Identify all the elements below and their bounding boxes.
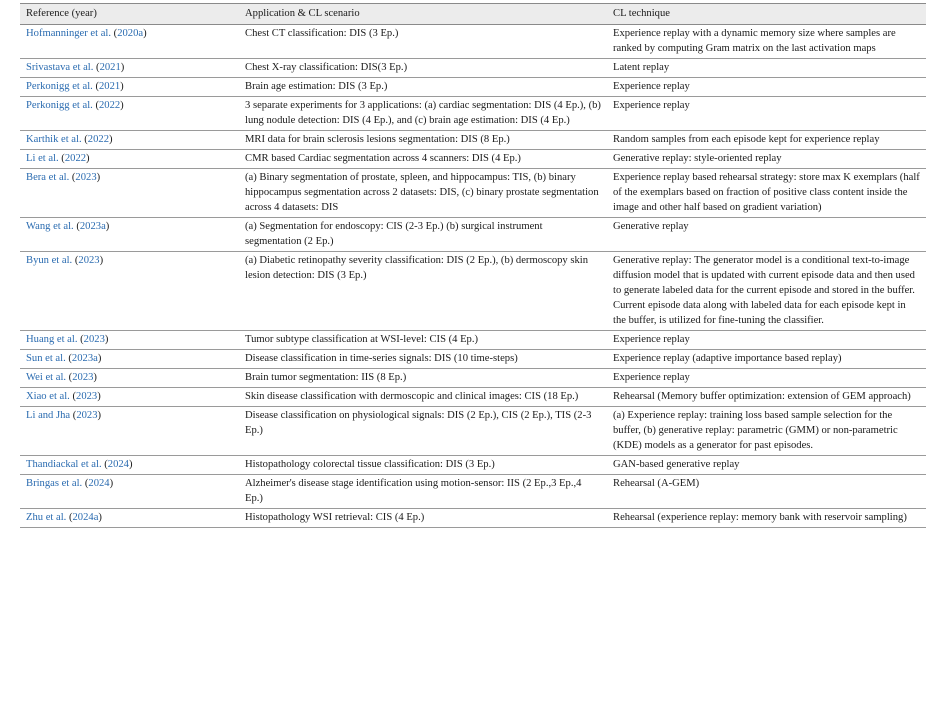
reference-cell: Bera et al. (2023) [20, 169, 239, 218]
technique-cell: Experience replay (adaptive importance based replay) [607, 350, 926, 369]
reference-cell: Huang et al. (2023) [20, 331, 239, 350]
reference-year-link[interactable]: 2022 [87, 134, 109, 145]
technique-cell: Experience replay [607, 331, 926, 350]
application-cell: Skin disease classification with dermoscopic and clinical images: CIS (18 Ep.) [239, 388, 607, 407]
reference-year-link[interactable]: 2021 [99, 62, 121, 73]
header-technique: CL technique [607, 4, 926, 25]
header-reference: Reference (year) [20, 4, 239, 25]
table-body [20, 25, 926, 528]
technique-cell: Generative replay: style-oriented replay [607, 150, 926, 169]
application-cell: Brain tumor segmentation: IIS (8 Ep.) [239, 369, 607, 388]
reference-year-link[interactable]: 2023a [71, 353, 98, 364]
table-row [20, 407, 926, 456]
reference-author-link[interactable]: Perkonigg et al. [26, 81, 93, 92]
reference-author-link[interactable]: Perkonigg et al. [26, 100, 93, 111]
technique-cell: Experience replay [607, 97, 926, 131]
reference-year-link[interactable]: 2024 [107, 459, 129, 470]
reference-cell: Srivastava et al. (2021) [20, 59, 239, 78]
reference-author-link[interactable]: Karthik et al. [26, 134, 82, 145]
table-row [20, 350, 926, 369]
reference-year-link[interactable]: 2023 [76, 410, 98, 421]
application-cell: MRI data for brain sclerosis lesions segmentation: DIS (8 Ep.) [239, 131, 607, 150]
technique-cell: Rehearsal (experience replay: memory bank with reservoir sampling) [607, 509, 926, 528]
reference-year-link[interactable]: 2023 [83, 334, 105, 345]
table-row [20, 25, 926, 59]
table-header-row [20, 4, 926, 25]
reference-author-link[interactable]: Wang et al. [26, 221, 74, 232]
reference-author-link[interactable]: Zhu et al. [26, 512, 67, 523]
reference-author-link[interactable]: Thandiackal et al. [26, 459, 102, 470]
reference-author-link[interactable]: Wei et al. [26, 372, 67, 383]
technique-cell: Experience replay [607, 369, 926, 388]
application-cell: Tumor subtype classification at WSI-level: CIS (4 Ep.) [239, 331, 607, 350]
table-row [20, 97, 926, 131]
reference-cell: Sun et al. (2023a) [20, 350, 239, 369]
application-cell: Disease classification in time-series signals: DIS (10 time-steps) [239, 350, 607, 369]
technique-cell: Experience replay with a dynamic memory size where samples are ranked by computing Gram matrix on the last activation maps [607, 25, 926, 59]
application-cell: Brain age estimation: DIS (3 Ep.) [239, 78, 607, 97]
technique-cell: Rehearsal (A-GEM) [607, 475, 926, 509]
table-row [20, 169, 926, 218]
reference-author-link[interactable]: Xiao et al. [26, 391, 70, 402]
reference-year-link[interactable]: 2024 [88, 478, 110, 489]
table-row [20, 475, 926, 509]
table-row [20, 369, 926, 388]
reference-year-link[interactable]: 2022 [64, 153, 87, 164]
reference-author-link[interactable]: Byun et al. [26, 255, 73, 266]
application-cell: Chest CT classification: DIS (3 Ep.) [239, 25, 607, 59]
reference-cell: Wang et al. (2023a) [20, 218, 239, 252]
header-application: Application & CL scenario [239, 4, 607, 25]
technique-cell: Latent replay [607, 59, 926, 78]
table-row [20, 388, 926, 407]
reference-author-link[interactable]: Hofmanninger et al. [26, 28, 112, 39]
reference-cell: Xiao et al. (2023) [20, 388, 239, 407]
application-cell: (a) Binary segmentation of prostate, spleen, and hippocampus: TIS, (b) binary hippocampus segmentation across 2 datasets: DIS, (c) binary prostate segmentation across 4 datasets: DIS [239, 169, 607, 218]
table-row [20, 150, 926, 169]
reference-cell: Karthik et al. (2022) [20, 131, 239, 150]
reference-author-link[interactable]: Bera et al. [26, 172, 70, 183]
technique-cell: Experience replay [607, 78, 926, 97]
reference-author-link[interactable]: Sun et al. [26, 353, 66, 364]
application-cell: 3 separate experiments for 3 applications: (a) cardiac segmentation: DIS (4 Ep.), (b) lung nodule detection: DIS (4 Ep.), and (c) brain age estimation: DIS (4 Ep.) [239, 97, 607, 131]
table-row [20, 131, 926, 150]
technique-cell: GAN-based generative replay [607, 456, 926, 475]
table-row [20, 456, 926, 475]
reference-author-link[interactable]: Li et al. [26, 153, 59, 164]
reference-year-link[interactable]: 2021 [98, 81, 121, 92]
reference-year-link[interactable]: 2022 [98, 100, 121, 111]
table-row [20, 218, 926, 252]
application-cell: (a) Diabetic retinopathy severity classification: DIS (2 Ep.), (b) dermoscopy skin lesion detection: DIS (3 Ep.) [239, 252, 607, 331]
table-row [20, 78, 926, 97]
reference-cell: Thandiackal et al. (2024) [20, 456, 239, 475]
table-row [20, 331, 926, 350]
reference-year-link[interactable]: 2020a [117, 28, 144, 39]
reference-year-link[interactable]: 2024a [72, 512, 99, 523]
technique-cell: Random samples from each episode kept for experience replay [607, 131, 926, 150]
reference-year-link[interactable]: 2023 [78, 255, 100, 266]
technique-cell: Generative replay [607, 218, 926, 252]
reference-author-link[interactable]: Srivastava et al. [26, 62, 94, 73]
technique-cell: Generative replay: The generator model is a conditional text-to-image diffusion model that is updated with current episode data and then used to generate labeled data for the current episode and stored in the buffer. Current episode data along with labeled data for each episode kept in the buffer, is utilized for fine-tuning the classifier. [607, 252, 926, 331]
application-cell: Alzheimer's disease stage identification using motion-sensor: IIS (2 Ep.,3 Ep.,4 Ep.) [239, 475, 607, 509]
reference-cell: Byun et al. (2023) [20, 252, 239, 331]
reference-cell: Bringas et al. (2024) [20, 475, 239, 509]
reference-author-link[interactable]: Huang et al. [26, 334, 78, 345]
reference-year-link[interactable]: 2023 [72, 372, 94, 383]
application-cell: (a) Segmentation for endoscopy: CIS (2-3 Ep.) (b) surgical instrument segmentation (2 Ep.) [239, 218, 607, 252]
reference-year-link[interactable]: 2023 [76, 391, 98, 402]
reference-cell: Perkonigg et al. (2022) [20, 97, 239, 131]
application-cell: CMR based Cardiac segmentation across 4 scanners: DIS (4 Ep.) [239, 150, 607, 169]
reference-cell: Wei et al. (2023) [20, 369, 239, 388]
cl-replay-methods-table [20, 3, 926, 528]
technique-cell: (a) Experience replay: training loss based sample selection for the buffer, (b) generative replay: parametric (GMM) or non-parametric (KDE) models as a generator for past episodes. [607, 407, 926, 456]
application-cell: Disease classification on physiological signals: DIS (2 Ep.), CIS (2 Ep.), TIS (2-3 Ep.) [239, 407, 607, 456]
application-cell: Chest X-ray classification: DIS(3 Ep.) [239, 59, 607, 78]
table-row [20, 252, 926, 331]
application-cell: Histopathology WSI retrieval: CIS (4 Ep.) [239, 509, 607, 528]
table-row [20, 59, 926, 78]
reference-cell: Zhu et al. (2024a) [20, 509, 239, 528]
reference-author-link[interactable]: Li and Jha [26, 410, 71, 421]
reference-year-link[interactable]: 2023 [75, 172, 97, 183]
reference-author-link[interactable]: Bringas et al. [26, 478, 83, 489]
technique-cell: Rehearsal (Memory buffer optimization: extension of GEM approach) [607, 388, 926, 407]
reference-cell: Li and Jha (2023) [20, 407, 239, 456]
reference-cell: Perkonigg et al. (2021) [20, 78, 239, 97]
application-cell: Histopathology colorectal tissue classification: DIS (3 Ep.) [239, 456, 607, 475]
reference-cell: Li et al. (2022) [20, 150, 239, 169]
table-row [20, 509, 926, 528]
technique-cell: Experience replay based rehearsal strategy: store max K exemplars (half of the exemplars based on fraction of positive class content inside the image and other half based on gradient variation) [607, 169, 926, 218]
reference-cell: Hofmanninger et al. (2020a) [20, 25, 239, 59]
reference-year-link[interactable]: 2023a [79, 221, 106, 232]
